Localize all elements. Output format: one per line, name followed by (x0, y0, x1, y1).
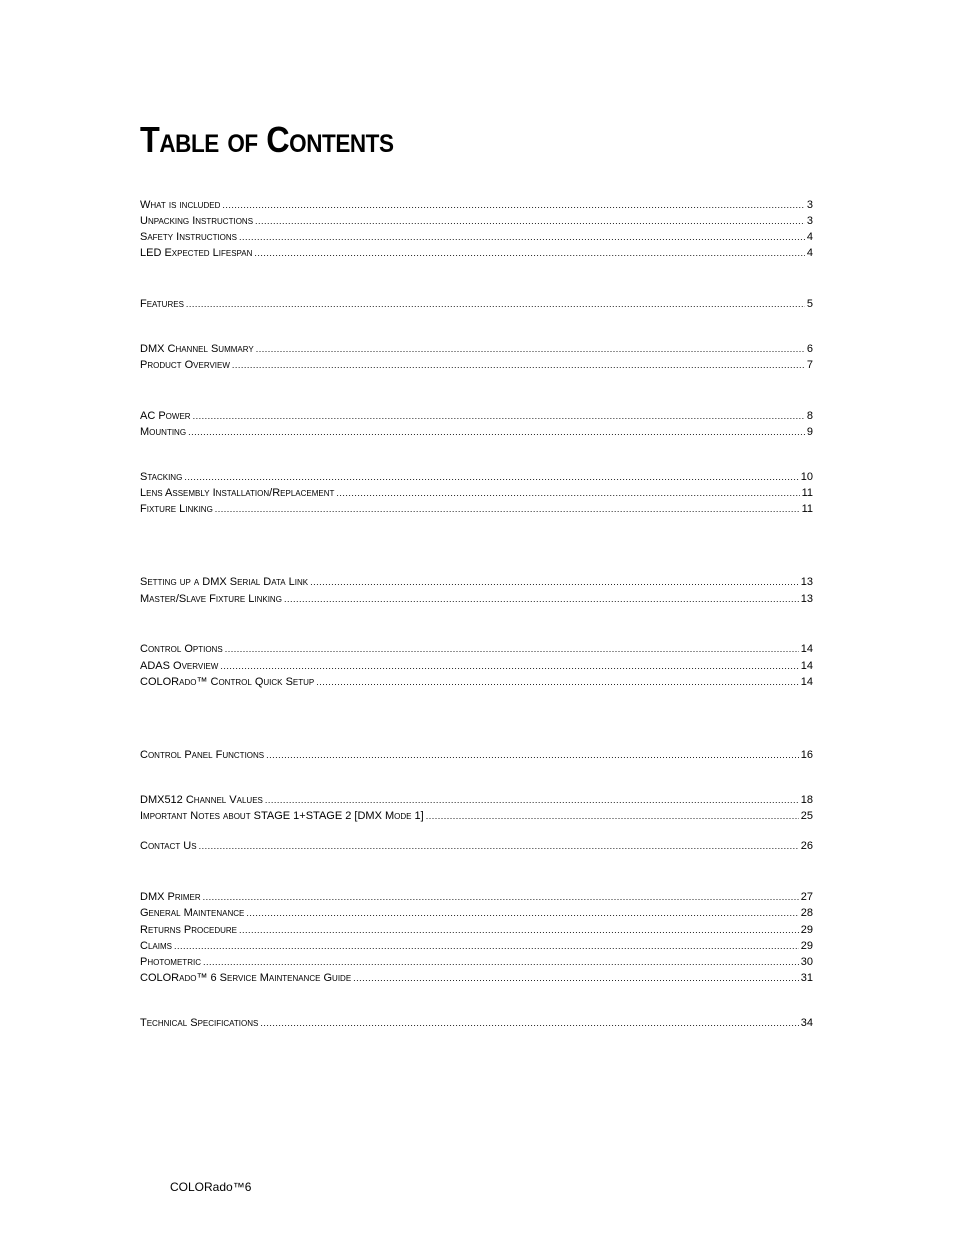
toc-entry-label: Fixture Linking (140, 503, 213, 515)
toc-leader-dots (203, 889, 799, 905)
toc-leader-dots (188, 424, 805, 440)
toc-entry-label: Features (140, 298, 184, 310)
toc-entry[interactable] (140, 938, 813, 954)
toc-entry-label: Technical Specifications (140, 1017, 259, 1029)
toc-entry-page: 13 (800, 593, 813, 605)
toc-leader-dots (239, 922, 799, 938)
toc-entry[interactable] (140, 641, 813, 657)
toc-entry-label: Contact Us (140, 840, 197, 852)
toc-entry-page: 14 (800, 660, 813, 672)
toc-leader-dots (266, 747, 799, 763)
toc-entry-page: 28 (800, 907, 813, 919)
toc-entry-label: DMX Primer (140, 891, 201, 903)
toc-entry-label: Product Overview (140, 359, 230, 371)
toc-leader-dots (353, 970, 799, 986)
toc-entry-page: 8 (806, 410, 813, 422)
toc-entry-page: 6 (806, 343, 813, 355)
toc-entry-label: General Maintenance (140, 907, 245, 919)
toc-entry[interactable] (140, 1015, 813, 1031)
toc-leader-dots (284, 591, 799, 607)
toc-entry[interactable] (140, 970, 813, 986)
toc-leader-dots (199, 838, 799, 854)
toc-entry-label: Important Notes about STAGE 1+STAGE 2 [DMX Mode 1] (140, 810, 424, 822)
toc-leader-dots (222, 197, 805, 213)
toc-leader-dots (256, 341, 805, 357)
toc-entry[interactable] (140, 245, 813, 261)
toc-entry[interactable] (140, 229, 813, 245)
toc-entry-page: 10 (800, 471, 813, 483)
toc-entry[interactable] (140, 922, 813, 938)
toc-leader-dots (203, 954, 799, 970)
toc-leader-dots (186, 296, 805, 312)
toc-entry-page: 27 (800, 891, 813, 903)
toc-entry[interactable] (140, 424, 813, 440)
toc-entry-label: Claims (140, 940, 172, 952)
toc-entry[interactable] (140, 485, 813, 501)
toc-entry[interactable] (140, 792, 813, 808)
toc-entry-page: 14 (800, 676, 813, 688)
toc-entry-label: Setting up a DMX Serial Data Link (140, 576, 309, 588)
toc-entry[interactable] (140, 469, 813, 485)
toc-leader-dots (174, 938, 799, 954)
toc-entry-page: 5 (806, 298, 813, 310)
toc-entry-label: ADAS Overview (140, 660, 219, 672)
toc-entry-page: 3 (806, 215, 813, 227)
table-of-contents (140, 0, 813, 1235)
toc-entry-label: Unpacking Instructions (140, 215, 254, 227)
toc-entry-page: 11 (801, 487, 813, 499)
toc-entry-page: 34 (800, 1017, 813, 1029)
page-footer: COLORado™6 (170, 1180, 252, 1194)
toc-leader-dots (254, 245, 804, 261)
toc-entry-label: LED Expected Lifespan (140, 247, 253, 259)
toc-entry-label: Photometric (140, 956, 201, 968)
toc-entry-label: Safety Instructions (140, 231, 238, 243)
toc-leader-dots (232, 357, 805, 373)
toc-leader-dots (215, 501, 800, 517)
toc-entry[interactable] (140, 954, 813, 970)
toc-entry-page: 16 (800, 749, 813, 761)
toc-entry-label: Stacking (140, 471, 183, 483)
toc-entry-page: 25 (800, 810, 813, 822)
toc-leader-dots (220, 658, 798, 674)
toc-leader-dots (255, 213, 805, 229)
toc-entry[interactable] (140, 213, 813, 229)
toc-entry-label: AC Power (140, 410, 191, 422)
toc-entry-page: 7 (806, 359, 813, 371)
toc-entry[interactable] (140, 197, 813, 213)
toc-entry-page: 9 (806, 426, 813, 438)
toc-entry[interactable] (140, 838, 813, 854)
toc-entry-page: 30 (800, 956, 813, 968)
toc-entry-page: 31 (800, 972, 813, 984)
toc-entry-page: 4 (806, 247, 813, 259)
toc-entry-page: 11 (801, 503, 813, 515)
toc-leader-dots (193, 408, 805, 424)
toc-entry[interactable] (140, 341, 813, 357)
toc-entry-page: 3 (806, 199, 813, 211)
toc-leader-dots (239, 229, 805, 245)
toc-entry-label: DMX Channel Summary (140, 343, 254, 355)
toc-entry[interactable] (140, 658, 813, 674)
toc-entry-page: 14 (800, 643, 813, 655)
toc-entry-page: 4 (806, 231, 813, 243)
toc-entry-page: 29 (800, 924, 813, 936)
toc-leader-dots (246, 905, 798, 921)
toc-entry[interactable] (140, 296, 813, 312)
toc-entry[interactable] (140, 408, 813, 424)
page-title: Table of Contents (140, 119, 394, 160)
toc-entry[interactable] (140, 905, 813, 921)
toc-entry[interactable] (140, 889, 813, 905)
toc-leader-dots (184, 469, 798, 485)
toc-entry-label: Returns Procedure (140, 924, 238, 936)
toc-entry[interactable] (140, 591, 813, 607)
toc-entry-label: COLORado™ Control Quick Setup (140, 676, 315, 688)
toc-entry-label: Mounting (140, 426, 187, 438)
toc-entry[interactable] (140, 357, 813, 373)
toc-entry-label: Master/Slave Fixture Linking (140, 593, 282, 605)
toc-entry-label: DMX512 Channel Values (140, 794, 263, 806)
toc-leader-dots (225, 641, 799, 657)
toc-entry-page: 13 (800, 576, 813, 588)
toc-entry-label: Control Panel Functions (140, 749, 265, 761)
toc-leader-dots (265, 792, 799, 808)
toc-entry[interactable] (140, 747, 813, 763)
toc-entry-page: 18 (800, 794, 813, 806)
toc-entry[interactable] (140, 574, 813, 590)
toc-entry-page: 29 (800, 940, 813, 952)
toc-leader-dots (310, 574, 799, 590)
toc-entry[interactable] (140, 808, 813, 824)
toc-entry-label: COLORado™ 6 Service Maintenance Guide (140, 972, 352, 984)
toc-entry[interactable] (140, 674, 813, 690)
toc-entry-label: What is included (140, 199, 221, 211)
toc-entry-label: Control Options (140, 643, 223, 655)
toc-leader-dots (426, 808, 799, 824)
toc-entry-label: Lens Assembly Installation/Replacement (140, 487, 335, 499)
toc-entry[interactable] (140, 501, 813, 517)
toc-leader-dots (316, 674, 799, 690)
toc-leader-dots (336, 485, 799, 501)
toc-leader-dots (260, 1015, 798, 1031)
toc-entry-page: 26 (800, 840, 813, 852)
